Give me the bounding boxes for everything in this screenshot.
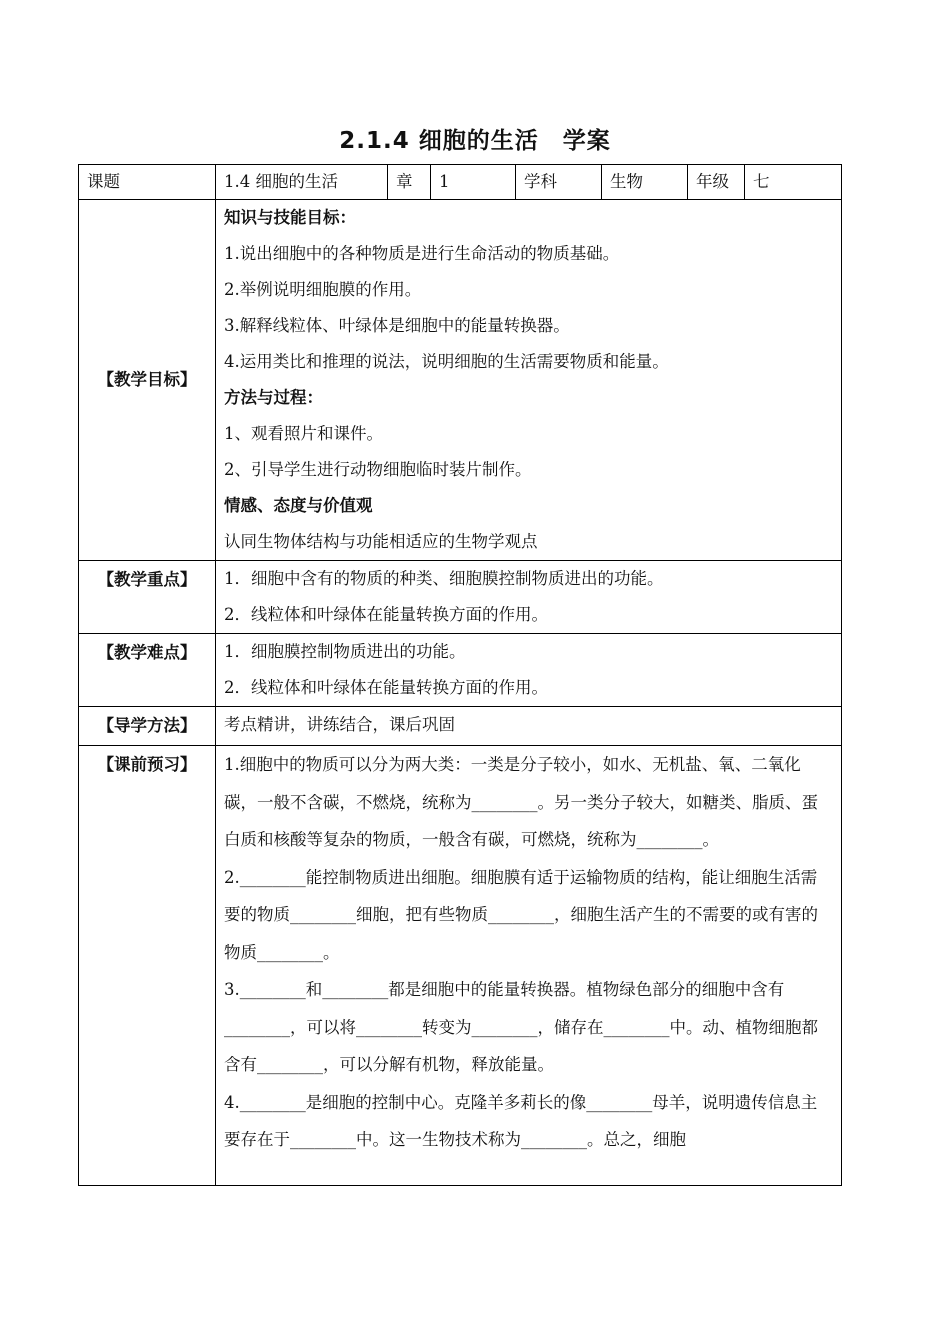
chapter-value: 1 (431, 165, 516, 200)
objectives-content (216, 200, 842, 561)
preview-paragraph: 4.________是细胞的控制中心。克隆羊多莉长的像________母羊，说明遗传信息主要存在于________中。这一生物技术称为________。总之，细胞 (224, 1092, 818, 1149)
preview-row (79, 746, 842, 1186)
difficulties-label: 【教学难点】 (79, 634, 216, 707)
key-points-row (79, 561, 842, 634)
key-points-line: 2．线粒体和叶绿体在能量转换方面的作用。 (224, 605, 548, 624)
key-points-line: 1．细胞中含有的物质的种类、细胞膜控制物质进出的功能。 (224, 569, 664, 588)
objectives-label: 【教学目标】 (79, 200, 216, 561)
difficulties-line: 1．细胞膜控制物质进出的功能。 (224, 642, 466, 661)
objectives-line: 知识与技能目标： (224, 208, 356, 227)
topic-value: 1.4 细胞的生活 (216, 165, 388, 200)
method-label: 【导学方法】 (79, 707, 216, 746)
document-title: 2.1.4 细胞的生活 学案 (339, 128, 611, 154)
objectives-row (79, 200, 842, 561)
objectives-line: 认同生物体结构与功能相适应的生物学观点 (224, 532, 538, 551)
preview-content (216, 746, 842, 1186)
preview-paragraph: 1.细胞中的物质可以分为两大类：一类是分子较小，如水、无机盐、氧、二氧化碳，一般不含碳，不燃烧，统称为________。另一类分子较大，如糖类、脂质、蛋白质和核酸等复杂的物质，一般含有碳，可燃烧，统称为________。 (224, 755, 818, 849)
subject-label: 学科 (516, 165, 602, 200)
subject-value: 生物 (602, 165, 688, 200)
objectives-line: 2、引导学生进行动物细胞临时装片制作。 (224, 460, 532, 479)
lesson-table (78, 164, 842, 1186)
grade-label: 年级 (688, 165, 745, 200)
objectives-line: 方法与过程： (224, 388, 323, 407)
key-points-content (216, 561, 842, 634)
chapter-label: 章 (388, 165, 431, 200)
grade-value: 七 (745, 165, 842, 200)
difficulties-content (216, 634, 842, 707)
objectives-line: 1、观看照片和课件。 (224, 424, 383, 443)
objectives-line: 4.运用类比和推理的说法，说明细胞的生活需要物质和能量。 (224, 352, 669, 371)
objectives-line: 1.说出细胞中的各种物质是进行生命活动的物质基础。 (224, 244, 620, 263)
objectives-line: 2.举例说明细胞膜的作用。 (224, 280, 422, 299)
difficulties-line: 2．线粒体和叶绿体在能量转换方面的作用。 (224, 678, 548, 697)
objectives-line: 3.解释线粒体、叶绿体是细胞中的能量转换器。 (224, 316, 570, 335)
preview-paragraph: 3.________和________都是细胞中的能量转换器。植物绿色部分的细胞中含有________，可以将________转变为________，储存在________中。动、植物细胞都含有________，可以分解有机物，释放能量。 (224, 980, 818, 1074)
topic-label: 课题 (79, 165, 216, 200)
key-points-label: 【教学重点】 (79, 561, 216, 634)
method-row (79, 707, 842, 746)
objectives-line: 情感、态度与价值观 (224, 496, 373, 515)
preview-paragraph: 2.________能控制物质进出细胞。细胞膜有适于运输物质的结构，能让细胞生活需要的物质________细胞，把有些物质________，细胞生活产生的不需要的或有害的物质________。 (224, 867, 818, 962)
header-row (79, 165, 842, 200)
method-text: 考点精讲，讲练结合，课后巩固 (224, 715, 455, 734)
preview-label: 【课前预习】 (79, 746, 216, 1186)
difficulties-row (79, 634, 842, 707)
method-content (216, 707, 842, 746)
